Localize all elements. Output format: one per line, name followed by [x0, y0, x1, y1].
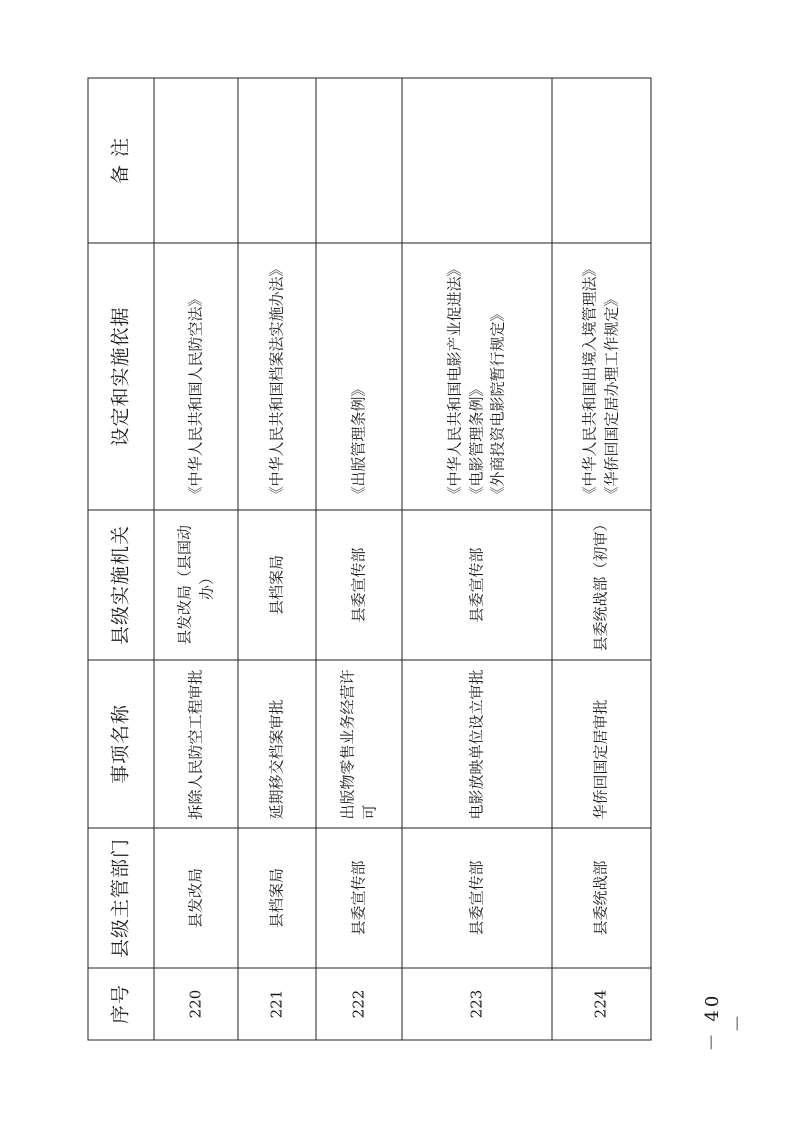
header-org: 县级实施机关: [88, 510, 154, 660]
table-row: [316, 78, 402, 1040]
table-row: [552, 78, 651, 1040]
basis-line: 《中华人民共和国档案法实施办法》: [266, 260, 285, 501]
row-dept: 县委宣传部: [402, 828, 552, 968]
page-number: [702, 978, 749, 1052]
header-item: 事项名称: [88, 660, 154, 828]
basis-line: 《中华人民共和国人民防空法》: [185, 290, 204, 501]
row-no: 220: [154, 968, 238, 1040]
header-no: 序号: [88, 968, 154, 1040]
row-dept: 县委统战部: [552, 828, 651, 968]
page-number-text: － 40 －: [702, 992, 749, 1052]
row-no: 222: [316, 968, 402, 1040]
rotated-table-container: [87, 78, 650, 1040]
row-no: 224: [552, 968, 651, 1040]
row-note: [154, 78, 238, 243]
row-org: 县档案局: [238, 510, 316, 660]
basis-line: 《外商投资电影院暂行规定》: [488, 305, 507, 501]
row-basis: [316, 243, 402, 510]
table-row: [154, 78, 238, 1040]
row-note: [316, 78, 402, 243]
basis-line: 《中华人民共和国电影产业促进法》: [444, 260, 463, 501]
row-dept: 县委宣传部: [316, 828, 402, 968]
basis-line: 《出版管理条例》: [348, 380, 367, 501]
row-org: 县委宣传部: [316, 510, 402, 660]
row-item: 电影放映单位设立审批: [402, 660, 552, 828]
row-item: 华侨回国定居审批: [552, 660, 651, 828]
row-org: 县委统战部（初审）: [552, 510, 651, 660]
row-org: 县委宣传部: [402, 510, 552, 660]
table-row: [402, 78, 552, 1040]
basis-line: 《华侨回国定居办理工作规定》: [602, 290, 620, 501]
basis-line: 《中华人民共和国出境入境管理法》: [580, 260, 599, 501]
table-row: [238, 78, 316, 1040]
row-note: [238, 78, 316, 243]
landscape-table-frame: [87, 78, 650, 1040]
basis-line: 《电影管理条例》: [466, 380, 485, 501]
row-basis: [238, 243, 316, 510]
row-dept: 县发改局: [154, 828, 238, 968]
header-dept: 县级主管部门: [88, 828, 154, 968]
row-item: 出版物零售业务经营许可: [316, 660, 402, 828]
row-no: 221: [238, 968, 316, 1040]
row-note: [552, 78, 651, 243]
row-item: 延期移交档案审批: [238, 660, 316, 828]
row-basis: [552, 243, 651, 510]
row-note: [402, 78, 552, 243]
row-basis: [154, 243, 238, 510]
approval-items-table: [87, 77, 651, 1040]
row-no: 223: [402, 968, 552, 1040]
row-dept: 县档案局: [238, 828, 316, 968]
table-header-row: [88, 78, 154, 1040]
header-basis: 设定和实施依据: [88, 243, 154, 510]
row-org: 县发改局（县国动办）: [154, 510, 238, 660]
row-item: 拆除人民防空工程审批: [154, 660, 238, 828]
row-basis: [402, 243, 552, 510]
header-note: 备 注: [88, 78, 154, 243]
